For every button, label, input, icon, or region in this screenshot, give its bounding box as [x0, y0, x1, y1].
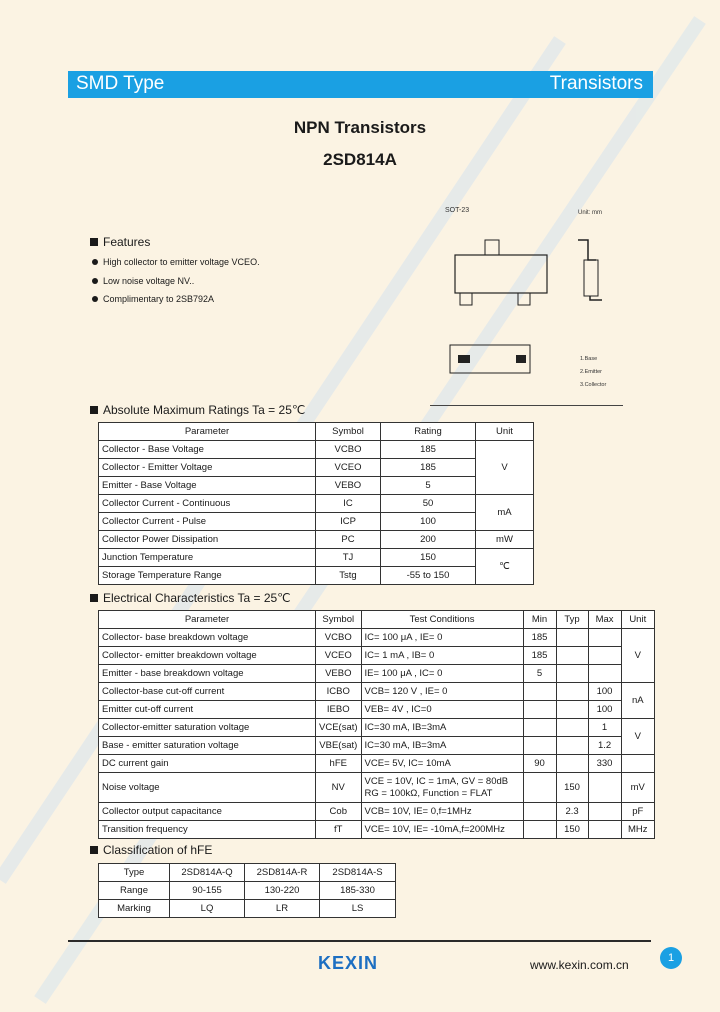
table-row: Transition frequency fT VCE= 10V, IE= -10mA,f=200MHz 150 MHz [99, 821, 655, 839]
header-right: Transistors [549, 73, 643, 94]
bullet-icon [92, 259, 98, 265]
table-row: Collector- emitter breakdown voltage VCEO IC= 1 mA , IB= 0 185 [99, 647, 655, 665]
table-row: Collector - Emitter Voltage VCEO 185 [99, 459, 534, 477]
pin-label: 3.Collector [580, 382, 607, 388]
table-row: Collector - Base Voltage VCBO 185 V [99, 441, 534, 459]
feature-item: Complimentary to 2SB792A [92, 294, 214, 304]
package-label: SOT-23 [445, 207, 470, 214]
divider [430, 405, 623, 406]
table-row: Marking LQ LR LS [99, 900, 396, 918]
bullet-icon [92, 278, 98, 284]
table-row: Noise voltage NV VCE = 10V, IC = 1mA, GV = 80dB RG = 100kΩ, Function = FLAT 150 mV [99, 773, 655, 803]
table-row: Collector- base breakdown voltage VCBO IC= 100 μA , IE= 0 185 V [99, 629, 655, 647]
square-bullet-icon [90, 406, 98, 414]
part-number: 2SD814A [323, 150, 397, 169]
package-drawing [430, 200, 625, 405]
unit-label: Unit: mm [578, 210, 602, 216]
elec-heading: Electrical Characteristics Ta = 25℃ [90, 591, 291, 605]
table-header [99, 423, 534, 441]
table-row: Collector Power Dissipation PC 200 mW [99, 531, 534, 549]
abs-table [98, 422, 534, 585]
features-heading: Features [90, 235, 150, 249]
feature-item: Low noise voltage NV.. [92, 276, 194, 286]
table-row: Collector output capacitance Cob VCB= 10V, IE= 0,f=1MHz 2.3 pF [99, 803, 655, 821]
header-bar [68, 71, 653, 98]
table-row: Junction Temperature TJ 150 ℃ [99, 549, 534, 567]
cls-table [98, 863, 396, 918]
table-row: Collector Current - Continuous IC 50 mA [99, 495, 534, 513]
page-title: NPN Transistors [293, 118, 427, 137]
table-row: Type 2SD814A-Q 2SD814A-R 2SD814A-S [99, 864, 396, 882]
table-row: Base - emitter saturation voltage VBE(sat) IC=30 mA, IB=3mA 1.2 [99, 737, 655, 755]
table-row: Collector-base cut-off current ICBO VCB= 120 V , IE= 0 100 nA [99, 683, 655, 701]
abs-heading: Absolute Maximum Ratings Ta = 25℃ [90, 403, 305, 417]
col-header: Parameter [99, 423, 316, 441]
cls-heading: Classification of hFE [90, 843, 212, 857]
table-row: Emitter - Base Voltage VEBO 5 [99, 477, 534, 495]
square-bullet-icon [90, 238, 98, 246]
company-logo: KEXIN [318, 953, 379, 973]
table-row: Collector-emitter saturation voltage VCE(sat) IC=30 mA, IB=3mA 1 V [99, 719, 655, 737]
table-row: Range 90-155 130-220 185-330 [99, 882, 396, 900]
table-row: Emitter cut-off current IEBO VEB= 4V , IC=0 100 [99, 701, 655, 719]
table-header: Parameter Symbol Test Conditions Min Typ Max Unit [99, 611, 655, 629]
header-left: SMD Type [76, 73, 165, 94]
col-header: Rating [381, 423, 476, 441]
table-row: Storage Temperature Range Tstg -55 to 150 [99, 567, 534, 585]
pin-label: 1.Base [580, 356, 598, 362]
col-header: Symbol [316, 423, 381, 441]
table-row: Emitter - base breakdown voltage VEBO IE= 100 μA , IC= 0 5 [99, 665, 655, 683]
table-row: Collector Current - Pulse ICP 100 [99, 513, 534, 531]
square-bullet-icon [90, 594, 98, 602]
pin-label: 2.Emitter [580, 369, 603, 375]
bullet-icon [92, 296, 98, 302]
website-link[interactable]: www.kexin.com.cn [530, 958, 629, 972]
col-header: Unit [476, 423, 534, 441]
elec-table [98, 610, 655, 839]
table-row: DC current gain hFE VCE= 5V, IC= 10mA 90 330 [99, 755, 655, 773]
page-number: 1 [660, 947, 682, 969]
square-bullet-icon [90, 846, 98, 854]
feature-item: High collector to emitter voltage VCEO. [92, 257, 260, 267]
footer-divider [68, 940, 651, 942]
